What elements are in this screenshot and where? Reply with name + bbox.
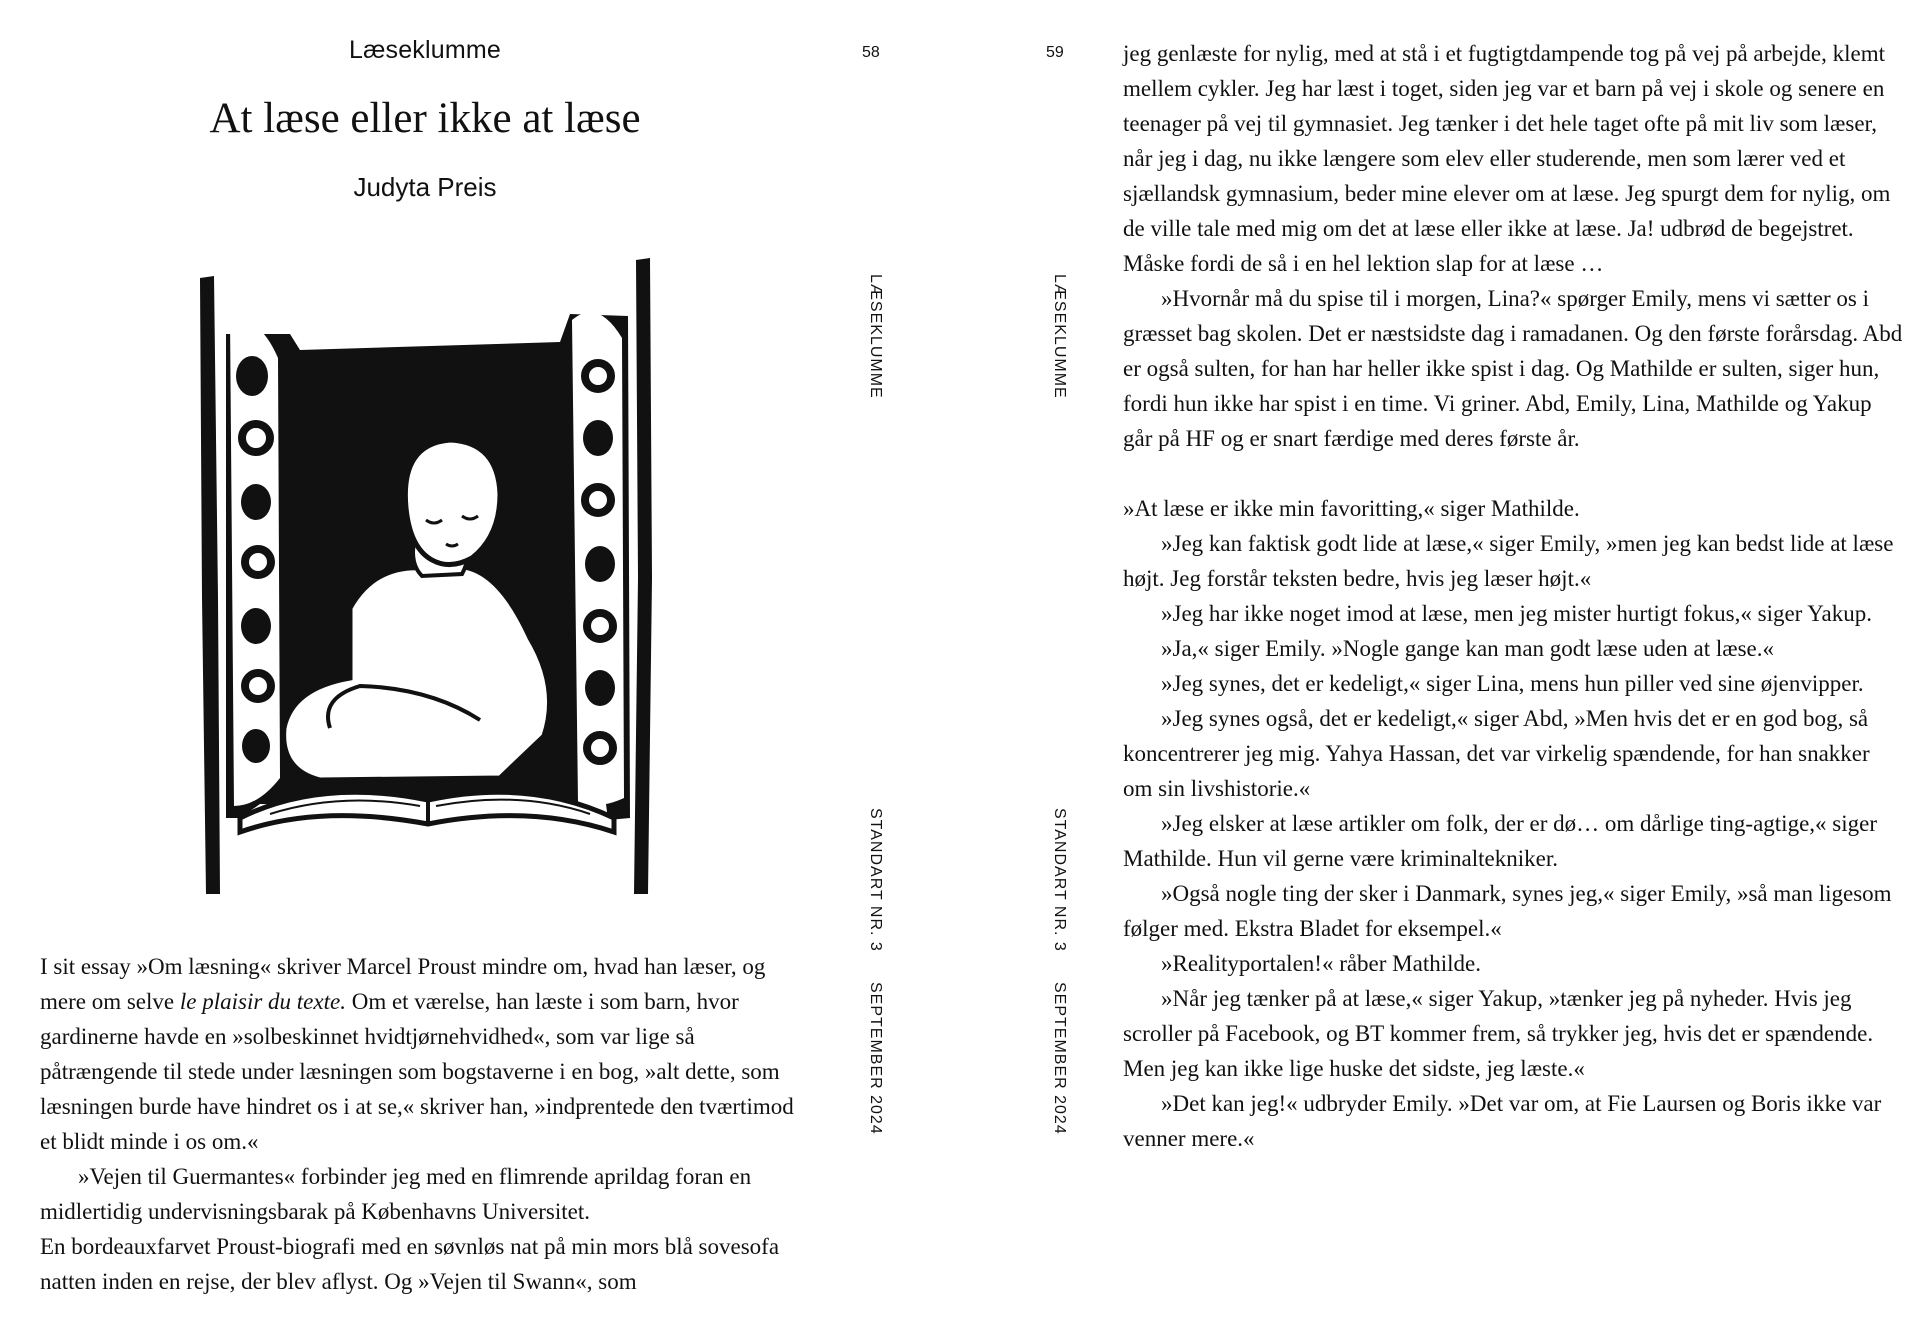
running-header-issue-left: STANDART NR. 3 (867, 808, 884, 952)
body-paragraph: »Ja,« siger Emily. »Nogle gange kan man godt læse uden at læse.« (1161, 636, 1775, 661)
body-paragraph: En bordeauxfarvet Proust-biografi med en søvnløs nat på min mors blå sovesofa natten inden en rejse, der blev aflyst. Og »Vejen til Swann«, som (40, 1234, 780, 1294)
article-body-left (40, 949, 800, 1299)
body-paragraph: »At læse er ikke min favoritting,« siger Mathilde. (1123, 496, 1580, 521)
body-paragraph: »Også nogle ting der sker i Danmark, synes jeg,« siger Emily, »så man ligesom følger med. Ekstra Bladet for eksempel.« (1123, 881, 1892, 941)
page-number-right: 59 (1046, 44, 1064, 61)
body-paragraph: »Realityportalen!« råber Mathilde. (1161, 951, 1481, 976)
running-header-section-left: LÆSEKLUMME (867, 274, 884, 399)
body-paragraph: »Jeg elsker at læse artikler om folk, der er dø… om dårlige ting-agtige,« siger Mathilde. Hun vil gerne være kriminaltekniker. (1123, 811, 1877, 871)
body-paragraph: »Jeg synes også, det er kedeligt,« siger Abd, »Men hvis det er en god bog, så koncentrerer jeg mig. Yahya Hassan, det var virkelig spændende, for han snakker om sin livshistorie.« (1123, 706, 1870, 801)
running-header-date-right: SEPTEMBER 2024 (1051, 982, 1068, 1135)
woman-reading-book-illustration (200, 258, 654, 894)
emphasis-text: le plaisir du texte. (179, 989, 346, 1014)
article-title: At læse eller ikke at læse (209, 95, 641, 142)
running-header-date-left: SEPTEMBER 2024 (867, 982, 884, 1135)
article-body-right (1123, 36, 1903, 1156)
page-number-left: 58 (862, 44, 880, 61)
body-paragraph: I sit essay »Om læsning« skriver Marcel Proust mindre om, hvad han læser, og mere om selve le plaisir du texte. Om et værelse, han læste i som barn, hvor gardinerne havde en »solbeskinnet hvidtjørnehvidhed«, som var lige så påtrængende til stede under læsningen som bogstaverne i en bog, »alt dette, som læsningen burde have hindret os i at se,« skriver han, »indprentede den tværtimod et blidt minde i os om.« (40, 954, 794, 1154)
body-paragraph: »Hvornår må du spise til i morgen, Lina?« spørger Emily, mens vi sætter os i græsset bag skolen. Det er næstsidste dag i ramadanen. Og den første forårsdag. Abd er også sulten, for han har heller ikke spist i dag. Og Mathilde er sulten, siger hun, fordi hun ikke har spist i en time. Vi griner. Abd, Emily, Lina, Mathilde og Yakup går på HF og er snart færdige med deres første år. (1123, 286, 1903, 451)
running-header-issue-right: STANDART NR. 3 (1051, 808, 1068, 952)
column-label: Læseklumme (348, 36, 502, 64)
author-name: Judyta Preis (353, 172, 497, 202)
body-paragraph: »Det kan jeg!« udbryder Emily. »Det var om, at Fie Laursen og Boris ikke var venner mere.« (1123, 1091, 1882, 1151)
body-paragraph: »Jeg har ikke noget imod at læse, men jeg mister hurtigt fokus,« siger Yakup. (1161, 601, 1872, 626)
running-header-section-right: LÆSEKLUMME (1051, 274, 1068, 399)
body-paragraph: jeg genlæste for nylig, med at stå i et fugtigtdampende tog på vej på arbejde, klemt mellem cykler. Jeg har læst i toget, siden jeg var et barn på vej i skole og senere en teenager på vej til gymnasiet. Jeg tænker i det hele taget ofte på mit liv som læser, når jeg i dag, nu ikke længere som elev eller studerende, men som lærer ved et sjællandsk gymnasium, beder mine elever om at læse. Jeg spurgt dem for nylig, om de ville tale med mig om det at læse eller ikke at læse. Ja! udbrød de begejstret. Måske fordi de så i en hel lektion slap for at læse … (1123, 41, 1891, 276)
body-paragraph: »Når jeg tænker på at læse,« siger Yakup, »tænker jeg på nyheder. Hvis jeg scroller på Facebook, og BT kommer frem, så trykker jeg, hvis det er spændende. Men jeg kan ikke lige huske det sidste, jeg læste.« (1123, 986, 1874, 1081)
body-paragraph: »Jeg synes, det er kedeligt,« siger Lina, mens hun piller ved sine øjenvipper. (1161, 671, 1864, 696)
body-paragraph: »Vejen til Guermantes« forbinder jeg med en flimrende aprildag foran en midlertidig undervisningsbarak på Københavns Universitet. (40, 1164, 752, 1224)
body-paragraph: »Jeg kan faktisk godt lide at læse,« siger Emily, »men jeg kan bedst lide at læse højt. Jeg forstår teksten bedre, hvis jeg læser højt.« (1123, 531, 1894, 591)
